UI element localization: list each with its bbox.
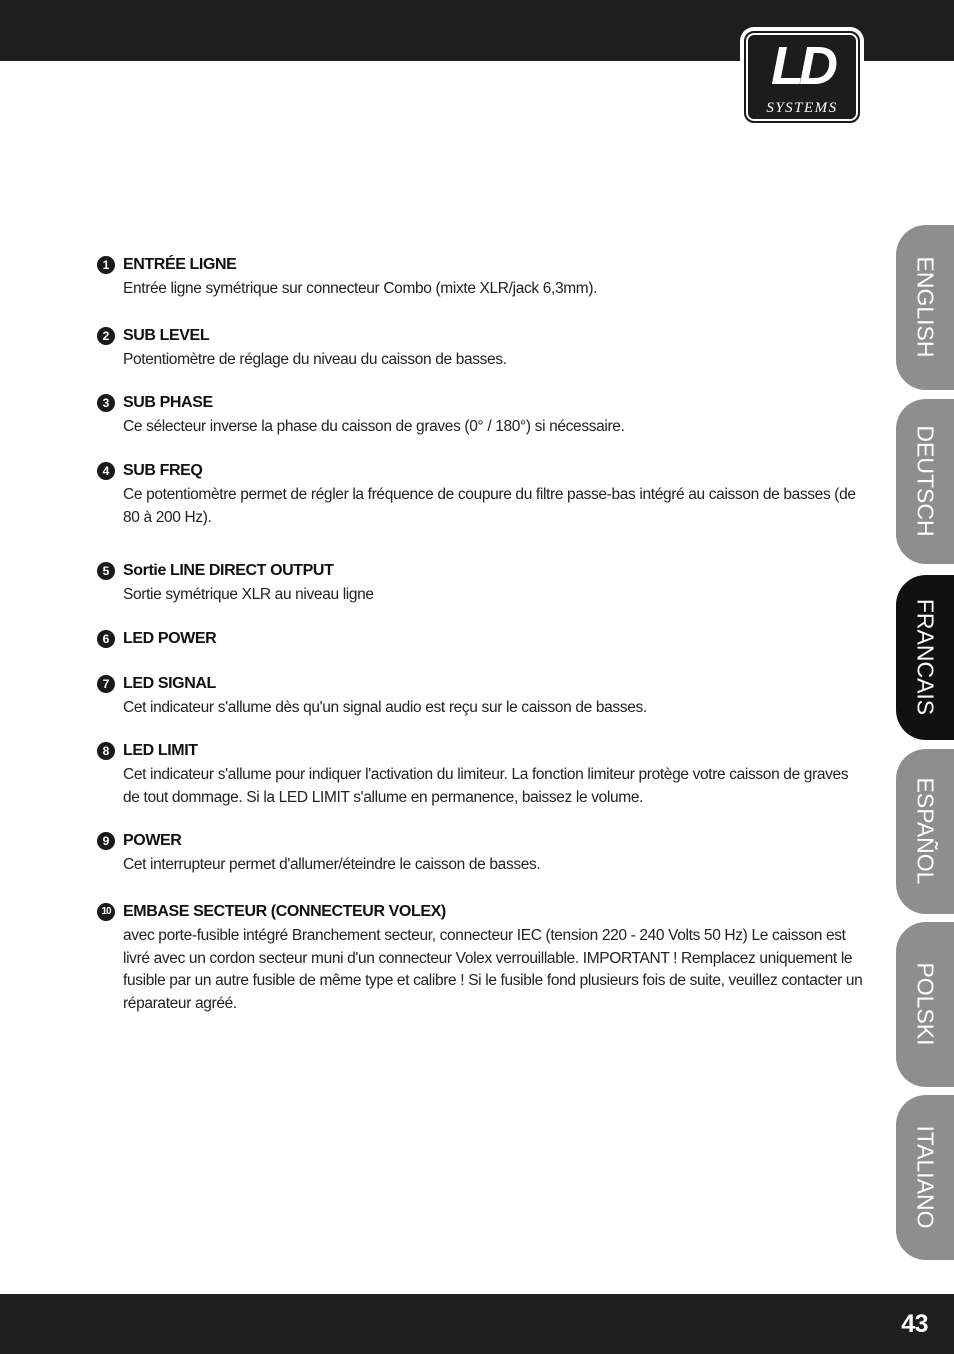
page-number: 43: [901, 1310, 928, 1338]
item-description: Cet interrupteur permet d'allumer/éteindre le caisson de basses.: [123, 856, 541, 873]
tab-label-deutsch: DEUTSCH: [912, 425, 939, 537]
item-number-badge: 1: [97, 256, 115, 274]
item-description: Potentiomètre de réglage du niveau du caisson de basses.: [123, 351, 507, 368]
tab-label-english: ENGLISH: [912, 256, 939, 358]
item-heading: POWER: [123, 832, 182, 849]
item-heading: SUB FREQ: [123, 462, 203, 479]
logo-sub-text: SYSTEMS: [766, 100, 838, 116]
item-heading: Sortie LINE DIRECT OUTPUT: [123, 562, 334, 579]
item-number-badge: 3: [97, 394, 115, 412]
item-heading: SUB LEVEL: [123, 327, 210, 344]
item-description: Cet indicateur s'allume pour indiquer l'activation du limiteur. La fonction limiteur protège votre caisson de graves de tout dommage. Si la LED LIMIT s'allume en permanence, baissez le volume.: [123, 766, 849, 806]
item-heading: LED LIMIT: [123, 742, 198, 759]
item-number-badge: 10: [97, 903, 115, 921]
tab-english[interactable]: [896, 225, 954, 390]
tab-label-francais: FRANCAIS: [912, 598, 939, 716]
item-number-badge: 2: [97, 327, 115, 345]
item-description: Entrée ligne symétrique sur connecteur Combo (mixte XLR/jack 6,3mm).: [123, 280, 598, 297]
item-number-badge: 9: [97, 832, 115, 850]
logo-badge: [744, 31, 860, 123]
item-number-badge: 5: [97, 562, 115, 580]
item-description: Ce sélecteur inverse la phase du caisson de graves (0° / 180°) si nécessaire.: [123, 418, 625, 435]
item-number-badge: 7: [97, 675, 115, 693]
tab-francais[interactable]: [896, 575, 954, 740]
item-heading: SUB PHASE: [123, 394, 213, 411]
item-heading: LED SIGNAL: [123, 675, 216, 692]
tab-label-espanol: ESPAÑOL: [912, 777, 939, 885]
item-description: avec porte-fusible intégré Branchement secteur, connecteur IEC (tension 220 - 240 Volts 50 Hz) Le caisson est livré avec un cordon secteur muni d'un connecteur Volex verrouillable. IMPORTANT ! Remplacez uniquement le fusible par un autre fusible de même type et calibre ! Si le fusible fond plusieurs fois de suite, veuillez contacter un réparateur agréé.: [123, 927, 863, 1012]
item-description: Sortie symétrique XLR au niveau ligne: [123, 586, 374, 603]
tab-polski[interactable]: [896, 922, 954, 1087]
item-number-badge: 4: [97, 462, 115, 480]
item-description: Cet indicateur s'allume dès qu'un signal audio est reçu sur le caisson de basses.: [123, 699, 647, 716]
item-number-badge: 8: [97, 742, 115, 760]
tab-label-polski: POLSKI: [912, 962, 939, 1046]
tab-espanol[interactable]: [896, 749, 954, 914]
item-heading: ENTRÉE LIGNE: [123, 256, 237, 273]
item-number-badge: 6: [97, 630, 115, 648]
item-heading: LED POWER: [123, 630, 217, 647]
logo-main-text: LD: [771, 36, 833, 96]
tab-deutsch[interactable]: [896, 399, 954, 564]
tab-italiano[interactable]: [896, 1095, 954, 1260]
ld-systems-logo: [740, 27, 864, 127]
item-description: Ce potentiomètre permet de régler la fréquence de coupure du filtre passe-bas intégré au caisson de basses (de 80 à 200 Hz).: [123, 486, 856, 526]
footer-bar: [0, 1294, 954, 1354]
item-heading: EMBASE SECTEUR (CONNECTEUR VOLEX): [123, 903, 446, 920]
tab-label-italiano: ITALIANO: [912, 1125, 939, 1229]
